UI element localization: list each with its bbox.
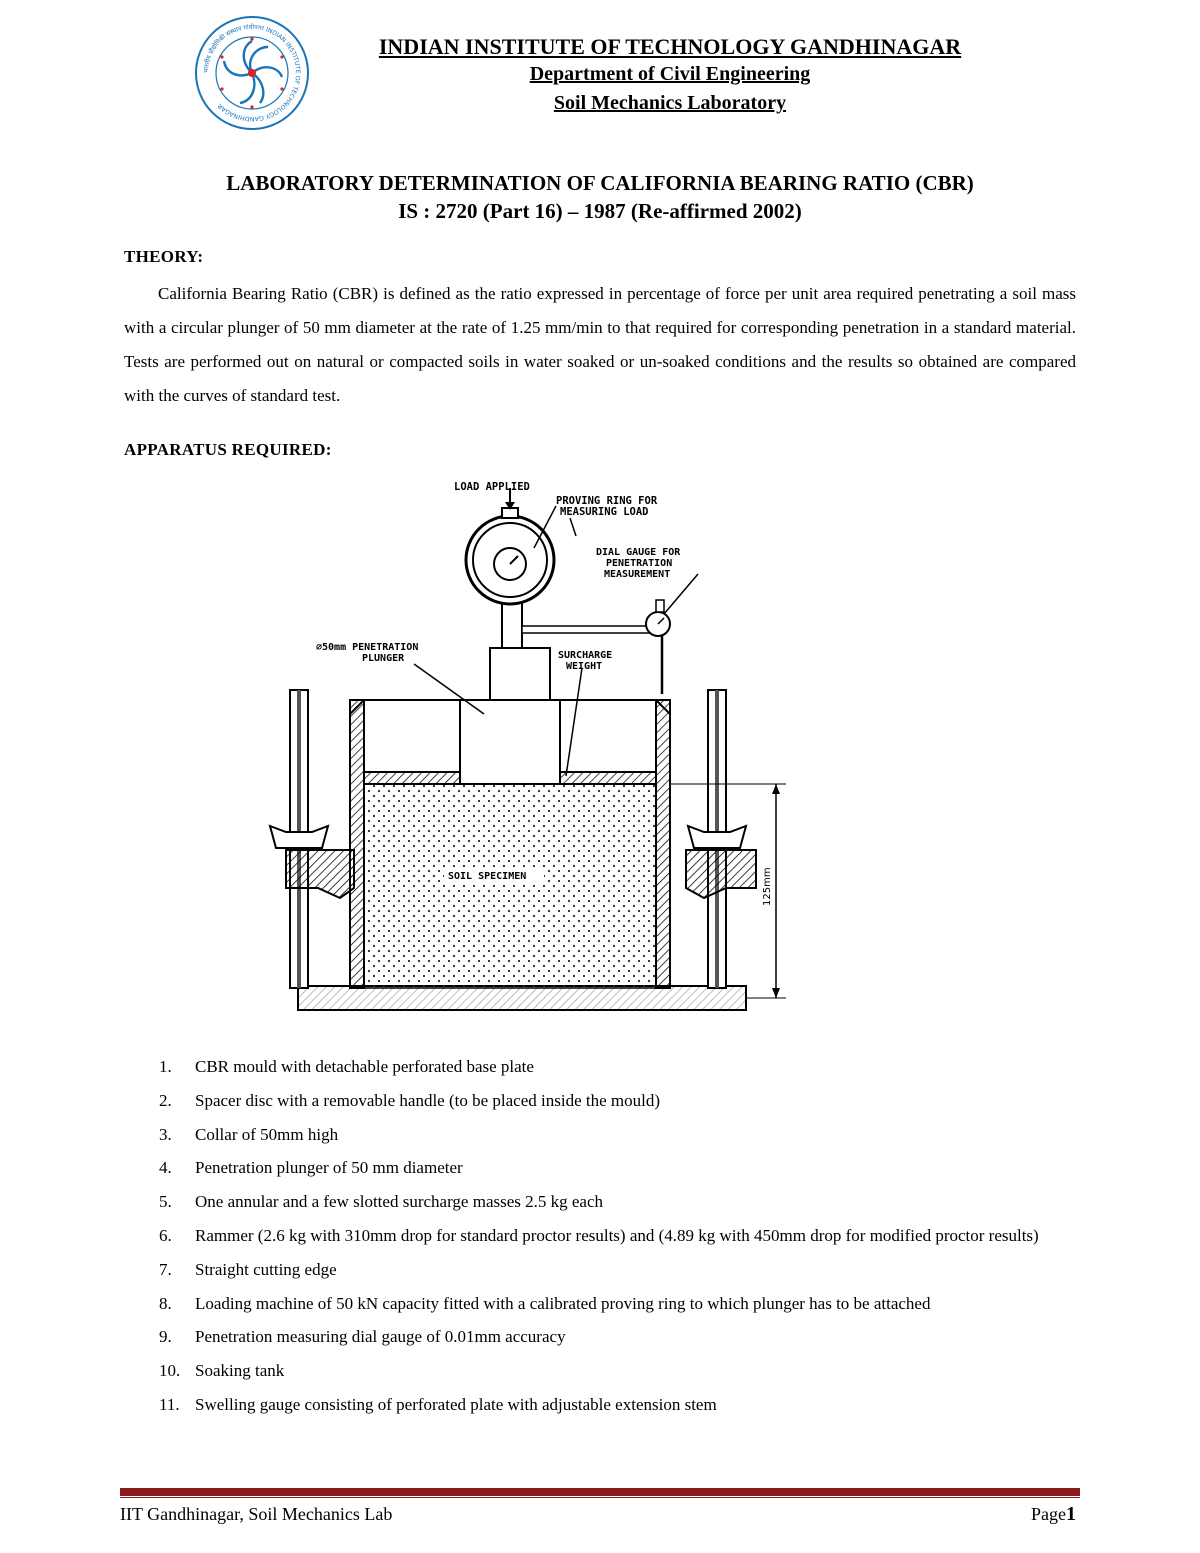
list-item-number: 3.: [159, 1124, 172, 1144]
list-item: [124, 1151, 1084, 1185]
list-item: [124, 1118, 1084, 1152]
footer-lab-name: IIT Gandhinagar, Soil Mechanics Lab: [120, 1504, 393, 1524]
figure-label-plunger-1: ⌀50mm PENETRATION: [316, 642, 419, 653]
department-name: Department of Civil Engineering: [529, 63, 811, 85]
list-item-number: 2.: [159, 1090, 172, 1110]
list-item-text: Penetration plunger of 50 mm diameter: [195, 1158, 463, 1178]
theory-heading: THEORY:: [124, 247, 204, 266]
figure-label-dial-gauge-3: MEASUREMENT: [604, 569, 671, 580]
list-item-text: CBR mould with detachable perforated base plate: [195, 1057, 534, 1076]
list-item-text: Straight cutting edge: [195, 1259, 337, 1279]
theory-paragraph: California Bearing Ratio (CBR) is defined as the ratio expressed in percentage of force per unit area required penetrating a soil mass with a circular plunger of 50 mm diameter at the rate of 1.25 mm/min to that required for corresponding penetration in a standard material. Tests are performed out on natural or compacted soils in water soaked or un-soaked conditions and the results so obtained are compared with the curves of standard test.: [124, 284, 1076, 405]
list-item: [124, 1219, 1084, 1253]
figure-label-load-applied: LOAD APPLIED: [454, 481, 530, 493]
figure-label-surcharge-2: WEIGHT: [566, 661, 603, 672]
list-item: [124, 1320, 1084, 1354]
apparatus-heading: APPARATUS REQUIRED:: [124, 440, 332, 459]
list-item-number: 1.: [159, 1057, 172, 1076]
list-item: [124, 1253, 1084, 1287]
list-item-text: Rammer (2.6 kg with 310mm drop for standard proctor results) and (4.89 kg with 450mm drop for modified proctor results): [195, 1225, 1039, 1245]
list-item-number: 11.: [159, 1394, 180, 1414]
list-item: [124, 1354, 1084, 1388]
list-item: [124, 1185, 1084, 1219]
figure-label-proving-ring-1: PROVING RING FOR: [556, 495, 658, 507]
figure-label-proving-ring-2: MEASURING LOAD: [560, 506, 649, 518]
institute-name: INDIAN INSTITUTE OF TECHNOLOGY GANDHINAGAR: [378, 34, 962, 59]
page-label: Page: [1031, 1504, 1066, 1524]
list-item-text: One annular and a few slotted surcharge masses 2.5 kg each: [195, 1192, 604, 1212]
list-item-text: Loading machine of 50 kN capacity fitted with a calibrated proving ring to which plunger has to be attached: [195, 1293, 931, 1313]
list-item: [124, 1287, 1084, 1321]
list-item: [124, 1084, 1084, 1118]
list-item: [124, 1388, 1084, 1422]
figure-label-height: 125mm: [762, 867, 773, 906]
list-item-number: 10.: [159, 1361, 181, 1381]
list-item-number: 5.: [159, 1192, 172, 1212]
document-title: LABORATORY DETERMINATION OF CALIFORNIA BEARING RATIO (CBR): [226, 171, 974, 195]
list-item-number: 9.: [159, 1327, 172, 1347]
figure-label-plunger-2: PLUNGER: [362, 653, 405, 664]
list-item-text: Penetration measuring dial gauge of 0.01mm accuracy: [195, 1327, 566, 1347]
logo-ring-text: भारतीय प्रौद्योगिकी संस्थान गांधीनगर INDIAN INSTITUTE OF TECHNOLOGY GANDHINAGAR: [202, 23, 302, 123]
apparatus-list: [124, 1050, 1084, 1422]
document-standard: IS : 2720 (Part 16) – 1987 (Re-affirmed 2002): [398, 199, 802, 223]
list-item-number: 4.: [159, 1158, 172, 1178]
list-item-number: 6.: [159, 1225, 172, 1245]
list-item-text: Spacer disc with a removable handle (to be placed inside the mould): [195, 1090, 660, 1110]
list-item-number: 8.: [159, 1293, 172, 1313]
page-number: [1031, 1503, 1076, 1526]
list-item: [124, 1050, 1084, 1084]
list-item-number: 7.: [159, 1259, 172, 1279]
page-number-value: 1: [1066, 1503, 1076, 1525]
cbr-apparatus-figure: [266, 478, 788, 1022]
list-item-text: Swelling gauge consisting of perforated plate with adjustable extension stem: [195, 1394, 717, 1414]
figure-label-dial-gauge-1: DIAL GAUGE FOR: [596, 547, 681, 558]
figure-label-surcharge-1: SURCHARGE: [558, 650, 613, 661]
figure-label-dial-gauge-2: PENETRATION: [606, 558, 673, 569]
footer-divider: [120, 1488, 1080, 1496]
figure-label-soil-specimen: SOIL SPECIMEN: [448, 871, 527, 882]
iitgn-logo: [194, 15, 310, 131]
lab-name: Soil Mechanics Laboratory: [553, 92, 787, 114]
list-item-text: Soaking tank: [195, 1361, 285, 1381]
list-item-text: Collar of 50mm high: [195, 1124, 339, 1144]
